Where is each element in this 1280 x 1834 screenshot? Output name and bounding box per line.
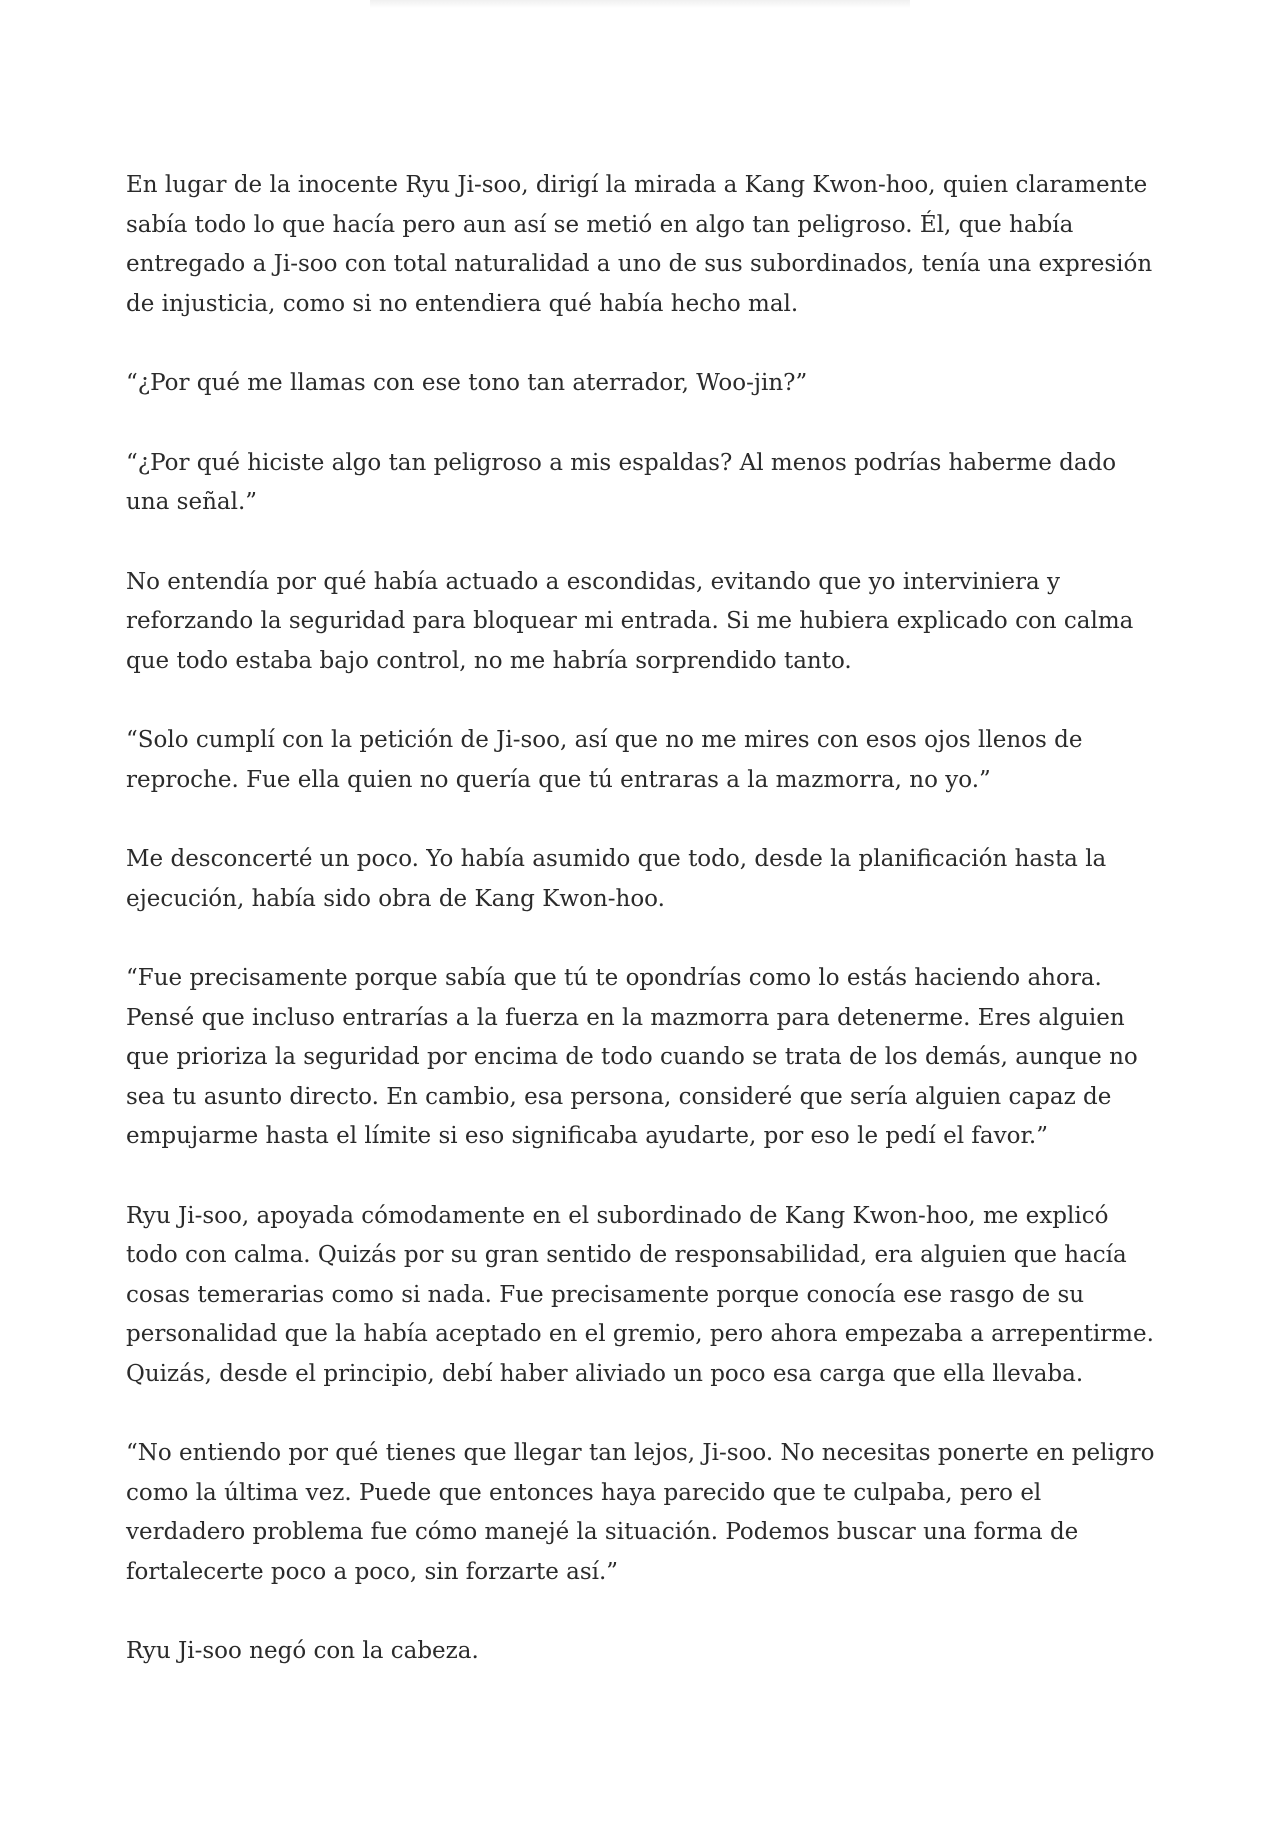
paragraph: “¿Por qué hiciste algo tan peligroso a mis espaldas? Al menos podrías haberme dado una señal.” [126, 449, 1117, 515]
paragraph: “No entiendo por qué tienes que llegar tan lejos, Ji-soo. No necesitas ponerte en peligro como la última vez. Puede que entonces haya parecido que te culpaba, pero el verdadero problema fue cómo manejé la situación. Podemos buscar una forma de fortalecerte poco a poco, sin forzarte así.” [126, 1440, 1155, 1585]
paragraph: Me desconcerté un poco. Yo había asumido que todo, desde la planificación hasta la ejecución, había sido obra de Kang Kwon-hoo. [126, 846, 1107, 912]
paragraph: “Fue precisamente porque sabía que tú te opondrías como lo estás haciendo ahora. Pensé que incluso entrarías a la fuerza en la mazmorra para detenerme. Eres alguien que prioriza la seguridad por encima de todo cuando se trata de los demás, aunque no sea tu asunto directo. En cambio, esa persona, consideré que sería alguien capaz de empujarme hasta el límite si eso significaba ayudarte, por eso le pedí el favor.” [126, 965, 1138, 1149]
paragraph: En lugar de la inocente Ryu Ji-soo, dirigí la mirada a Kang Kwon-hoo, quien claramente sabía todo lo que hacía pero aun así se metió en algo tan peligroso. Él, que había entregado a Ji-soo con total naturalidad a uno de sus subordinados, tenía una expresión de injusticia, como si no entendiera qué había hecho mal. [126, 172, 1153, 317]
paragraph: No entendía por qué había actuado a escondidas, evitando que yo interviniera y reforzando la seguridad para bloquear mi entrada. Si me hubiera explicado con calma que todo estaba bajo control, no me habría sorprendido tanto. [126, 568, 1134, 674]
top-edge-shadow [370, 0, 910, 8]
paragraph: “Solo cumplí con la petición de Ji-soo, así que no me mires con esos ojos llenos de reproche. Fue ella quien no quería que tú entraras a la mazmorra, no yo.” [126, 727, 1083, 793]
paragraph: Ryu Ji-soo, apoyada cómodamente en el subordinado de Kang Kwon-hoo, me explicó todo con calma. Quizás por su gran sentido de responsabilidad, era alguien que hacía cosas temerarias como si nada. Fue precisamente porque conocía ese rasgo de su personalidad que la había aceptado en el gremio, pero ahora empezaba a arrepentirme. Quizás, desde el principio, debí haber aliviado un poco esa carga que ella llevaba. [126, 1202, 1154, 1387]
document-body [126, 166, 1156, 1712]
paragraph: Ryu Ji-soo negó con la cabeza. [126, 1638, 479, 1664]
paragraph: “¿Por qué me llamas con ese tono tan aterrador, Woo-jin?” [126, 370, 808, 396]
